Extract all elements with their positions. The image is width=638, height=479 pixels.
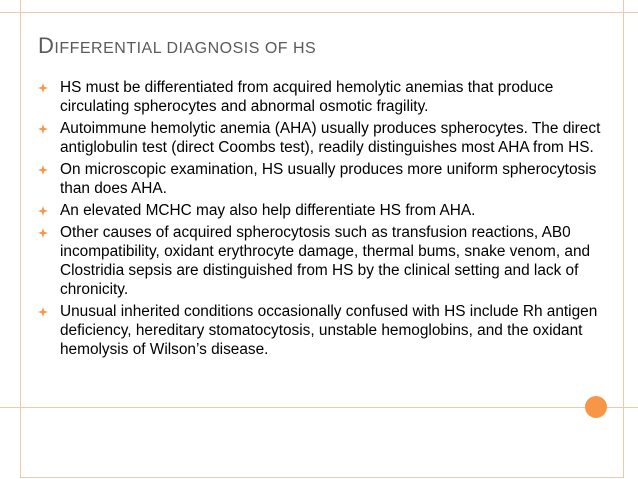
orange-circle-decoration	[585, 396, 607, 418]
title-rest: IFFERENTIAL DIAGNOSIS OF HS	[54, 40, 317, 57]
bottom-rule	[0, 407, 638, 408]
bullet-text: An elevated MCHC may also help differentiate HS from AHA.	[60, 202, 476, 219]
four-point-star-bullet-icon	[38, 160, 54, 179]
bullet-item	[38, 160, 618, 198]
bullet-item	[38, 78, 618, 116]
bullet-list	[38, 78, 618, 362]
top-rule	[0, 12, 638, 13]
four-point-star-bullet-icon	[38, 223, 54, 242]
bullet-item	[38, 119, 618, 157]
bullet-text: On microscopic examination, HS usually produces more uniform spherocytosis than does AHA.	[60, 161, 597, 197]
bullet-item	[38, 201, 618, 220]
bullet-text: Other causes of acquired spherocytosis such as transfusion reactions, AB0 incompatibility, oxidant erythrocyte damage, thermal bums, snake venom, and Clostridia sepsis are distinguished from HS by the clinical setting and lack of chronicity.	[60, 224, 591, 298]
four-point-star-bullet-icon	[38, 78, 54, 97]
bullet-item	[38, 223, 618, 299]
slide-title	[38, 33, 316, 59]
four-point-star-bullet-icon	[38, 201, 54, 220]
bullet-text: Unusual inherited conditions occasionally confused with HS include Rh antigen deficiency, hereditary stomatocytosis, unstable hemoglobins, and the oxidant hemolysis of Wilson’s disease.	[60, 303, 598, 358]
four-point-star-bullet-icon	[38, 302, 54, 321]
bullet-text: HS must be differentiated from acquired hemolytic anemias that produce circulating spherocytes and abnormal osmotic fragility.	[60, 79, 554, 115]
bullet-text: Autoimmune hemolytic anemia (AHA) usually produces spherocytes. The direct antiglobulin test (direct Coombs test), readily distinguishes most AHA from HS.	[60, 120, 601, 156]
bullet-item	[38, 302, 618, 359]
four-point-star-bullet-icon	[38, 119, 54, 138]
title-initial: D	[38, 33, 55, 58]
